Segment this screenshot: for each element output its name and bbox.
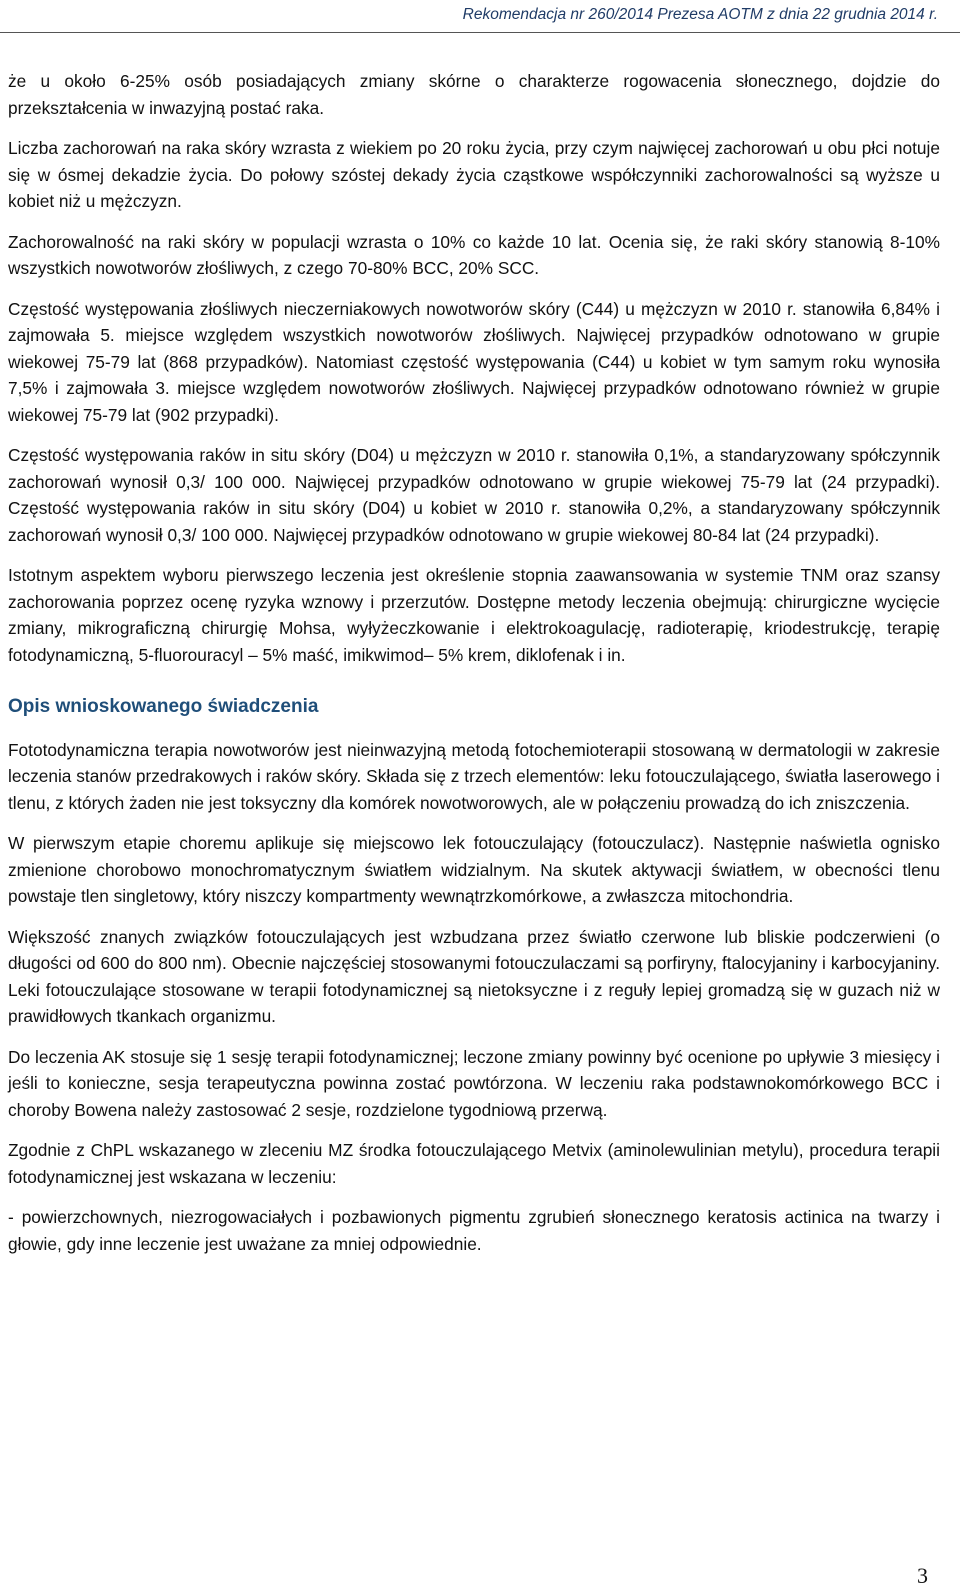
page-number: 3	[917, 1563, 928, 1588]
body-paragraph: Zachorowalność na raki skóry w populacji wzrasta o 10% co każde 10 lat. Ocenia się, że raki skóry stanowią 8-10% wszystkich nowotworów złośliwych, z czego 70-80% BCC, 20% SCC.	[8, 231, 940, 278]
body-paragraph: Częstość występowania złośliwych nieczerniakowych nowotworów skóry (C44) u mężczyzn w 2010 r. stanowiła 6,84% i zajmowała 5. miejsce względem wszystkich nowotworów złośliwych. Najwięcej przypadków odnotowano w grupie wiekowej 75-79 lat (868 przypadków). Natomiast częstość występowania (C44) u kobiet w tym samym roku wynosiła 7,5% i zajmowała 3. miejsce względem nowotworów złośliwych. Najwięcej przypadków odnotowano również w grupie wiekowej 75-79 lat (902 przypadki).	[8, 298, 940, 425]
body-paragraph: Fototodynamiczna terapia nowotworów jest nieinwazyjną metodą fotochemioterapii stosowaną w dermatologii w zakresie leczenia stanów przedrakowych i raków skóry. Składa się z trzech elementów: leku fotouczulającego, światła laserowego i tlenu, z których żaden nie jest toksyczny dla komórek nowotworowych, ale w połączeniu prowadzą do ich zniszczenia.	[8, 739, 940, 813]
header-divider	[0, 32, 960, 33]
page-header: Rekomendacja nr 260/2014 Prezesa AOTM z dnia 22 grudnia 2014 r.	[462, 6, 938, 23]
body-paragraph: - powierzchownych, niezrogowaciałych i pozbawionych pigmentu zgrubień słonecznego keratosis actinica na twarzy i głowie, gdy inne leczenie jest uważane za mniej odpowiednie.	[8, 1207, 940, 1254]
body-paragraph: Zgodnie z ChPL wskazanego w zleceniu MZ środka fotouczulającego Metvix (aminolewulinian metylu), procedura terapii fotodynamicznej jest wskazana w leczeniu:	[8, 1140, 940, 1187]
section-heading: Opis wnioskowanego świadczenia	[8, 696, 319, 717]
body-paragraph: Większość znanych związków fotouczulających jest wzbudzana przez światło czerwone lub bliskie podczerwieni (o długości od 600 do 800 nm). Obecnie najczęściej stosowanymi fotouczulaczami są porfiryny, ftalocyjaniny i karbocyjaniny. Leki fotouczulające stosowane w terapii fotodynamicznej są nietoksyczne i z reguły lepiej gromadzą się w guzach niż w prawidłowych tkankach organizmu.	[8, 926, 940, 1026]
body-paragraph: W pierwszym etapie choremu aplikuje się miejscowo lek fotouczulający (fotouczulacz). Następnie naświetla ognisko zmienione chorobowo monochromatycznym światłem widzialnym. Na skutek aktywacji światłem, w obecności tlenu powstaje tlen singletowy, który niszczy kompartmenty wewnątrzkomórkowe, a zwłaszcza mitochondria.	[8, 833, 940, 906]
document-body	[8, 68, 940, 1271]
body-paragraph: że u około 6-25% osób posiadających zmiany skórne o charakterze rogowacenia słonecznego, dojdzie do przekształcenia w inwazyjną postać raka.	[8, 71, 940, 118]
body-paragraph: Częstość występowania raków in situ skóry (D04) u mężczyzn w 2010 r. stanowiła 0,1%, a standaryzowany spółczynnik zachorowań wynosił 0,3/ 100 000. Najwięcej przypadków odnotowano w grupie wiekowej 75-79 lat (24 przypadki). Częstość występowania raków in situ skóry (D04) u kobiet w 2010 r. stanowiła 0,2%, a standaryzowany spółczynnik zachorowań wynosił 0,3/ 100 000. Najwięcej przypadków odnotowano w grupie wiekowej 80-84 lat (24 przypadki).	[8, 445, 940, 545]
body-paragraph: Do leczenia AK stosuje się 1 sesję terapii fotodynamicznej; leczone zmiany powinny być ocenione po upływie 3 miesięcy i jeśli to konieczne, sesja terapeutyczna powinna zostać powtórzona. W leczeniu raka podstawnokomórkowego BCC i choroby Bowena należy zastosować 2 sesje, rozdzielone tygodniową przerwą.	[8, 1046, 940, 1120]
body-paragraph: Istotnym aspektem wyboru pierwszego leczenia jest określenie stopnia zaawansowania w systemie TNM oraz szansy zachorowania poprzez ocenę ryzyka wznowy i przerzutów. Dostępne metody leczenia obejmują: chirurgiczne wycięcie zmiany, mikrograficzną chirurgię Mohsa, wyłyżeczkowanie i elektrokoagulację, radioterapię, kriodestrukcję, terapię fotodynamiczną, 5-fluorouracyl – 5% maść, imikwimod– 5% krem, diklofenak i in.	[8, 565, 940, 665]
body-paragraph: Liczba zachorowań na raka skóry wzrasta z wiekiem po 20 roku życia, przy czym najwięcej zachorowań u obu płci notuje się w ósmej dekadzie życia. Do połowy szóstej dekady życia cząstkowe współczynniki zachorowalności są wyższe u kobiet niż u mężczyzn.	[8, 138, 940, 211]
